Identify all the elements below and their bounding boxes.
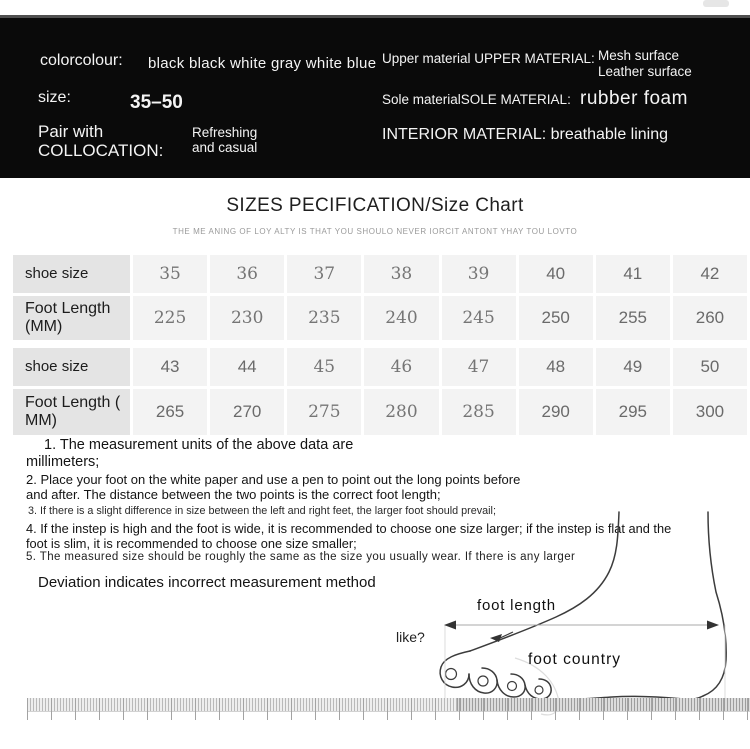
size-cell: 45: [287, 348, 361, 386]
size-cell: 44: [210, 348, 284, 386]
shoe-size-header: shoe size: [13, 255, 130, 293]
length-cell: 285: [442, 389, 516, 435]
color-value: black black white gray white blue: [148, 55, 377, 72]
instruction-2: 2. Place your foot on the white paper and use a pen to point out the long points before and after. The distance between the two points is the correct foot length;: [26, 472, 521, 502]
instruction-1-line2: millimeters;: [26, 454, 100, 470]
sole-material-value: rubber foam: [580, 88, 688, 109]
length-cell: 250: [519, 296, 593, 340]
size-cell: 41: [596, 255, 670, 293]
size-cell: 46: [364, 348, 438, 386]
foot-outline-drawing: [420, 508, 750, 720]
interior-material-text: INTERIOR MATERIAL: breathable lining: [382, 126, 669, 143]
sole-material-label: Sole materialSOLE MATERIAL:: [382, 92, 571, 107]
size-cell: 49: [596, 348, 670, 386]
instruction-5: 5. The measured size should be roughly the same as the size you usually wear. If there is any larger: [26, 551, 576, 563]
foot-length-header: Foot Length ( MM): [13, 389, 130, 435]
ruler-long-ticks: [27, 698, 750, 720]
length-cell: 235: [287, 296, 361, 340]
spec-panel: [0, 15, 750, 178]
size-label: size:: [38, 89, 71, 106]
upper-material-label: Upper material UPPER MATERIAL:: [382, 51, 595, 66]
length-cell: 230: [210, 296, 284, 340]
instruction-1-line1: 1. The measurement units of the above data are: [44, 437, 354, 453]
length-cell: 265: [133, 389, 207, 435]
size-cell: 36: [210, 255, 284, 293]
deviation-note: Deviation indicates incorrect measurement method: [38, 574, 376, 591]
size-value: 35–50: [130, 92, 183, 113]
size-cell: 42: [673, 255, 747, 293]
size-table-35-42: [13, 255, 747, 340]
color-label: colorcolour:: [40, 52, 123, 69]
ruler: [27, 698, 750, 722]
instruction-3: 3. If there is a slight difference in size between the left and right feet, the larger foot should prevail;: [28, 505, 496, 517]
instruction-4: 4. If the instep is high and the foot is wide, it is recommended to choose one size larger; if the instep is flat and the foot is slim, it is recommended to choose one size smaller;: [26, 521, 672, 551]
length-cell: 270: [210, 389, 284, 435]
size-table-43-50: [13, 348, 747, 435]
length-cell: 225: [133, 296, 207, 340]
size-cell: 37: [287, 255, 361, 293]
length-cell: 300: [673, 389, 747, 435]
foot-country-label: foot country: [528, 651, 621, 668]
foot-length-header: Foot Length (MM): [13, 296, 130, 340]
length-cell: 240: [364, 296, 438, 340]
size-cell: 43: [133, 348, 207, 386]
size-cell: 38: [364, 255, 438, 293]
size-chart-title: SIZES PECIFICATION/Size Chart: [226, 195, 524, 216]
shoe-size-header: shoe size: [13, 348, 130, 386]
length-cell: 255: [596, 296, 670, 340]
scroll-artifact: [703, 0, 729, 7]
size-cell: 35: [133, 255, 207, 293]
foot-length-label: foot length: [477, 597, 556, 614]
size-cell: 50: [673, 348, 747, 386]
size-cell: 39: [442, 255, 516, 293]
like-text: like?: [396, 629, 425, 645]
pair-with-label: Pair with COLLOCATION:: [38, 122, 164, 160]
upper-material-value: Mesh surface Leather surface: [598, 48, 692, 79]
length-cell: 275: [287, 389, 361, 435]
length-cell: 290: [519, 389, 593, 435]
length-cell: 280: [364, 389, 438, 435]
length-cell: 260: [673, 296, 747, 340]
size-cell: 48: [519, 348, 593, 386]
length-cell: 295: [596, 389, 670, 435]
size-chart-subtitle: THE ME ANING OF LOY ALTY IS THAT YOU SHOULO NEVER IORCIT ANTONT YHAY TOU LOVTO: [172, 227, 578, 236]
size-cell: 40: [519, 255, 593, 293]
size-cell: 47: [442, 348, 516, 386]
length-cell: 245: [442, 296, 516, 340]
pair-with-value: Refreshing and casual: [192, 125, 258, 155]
